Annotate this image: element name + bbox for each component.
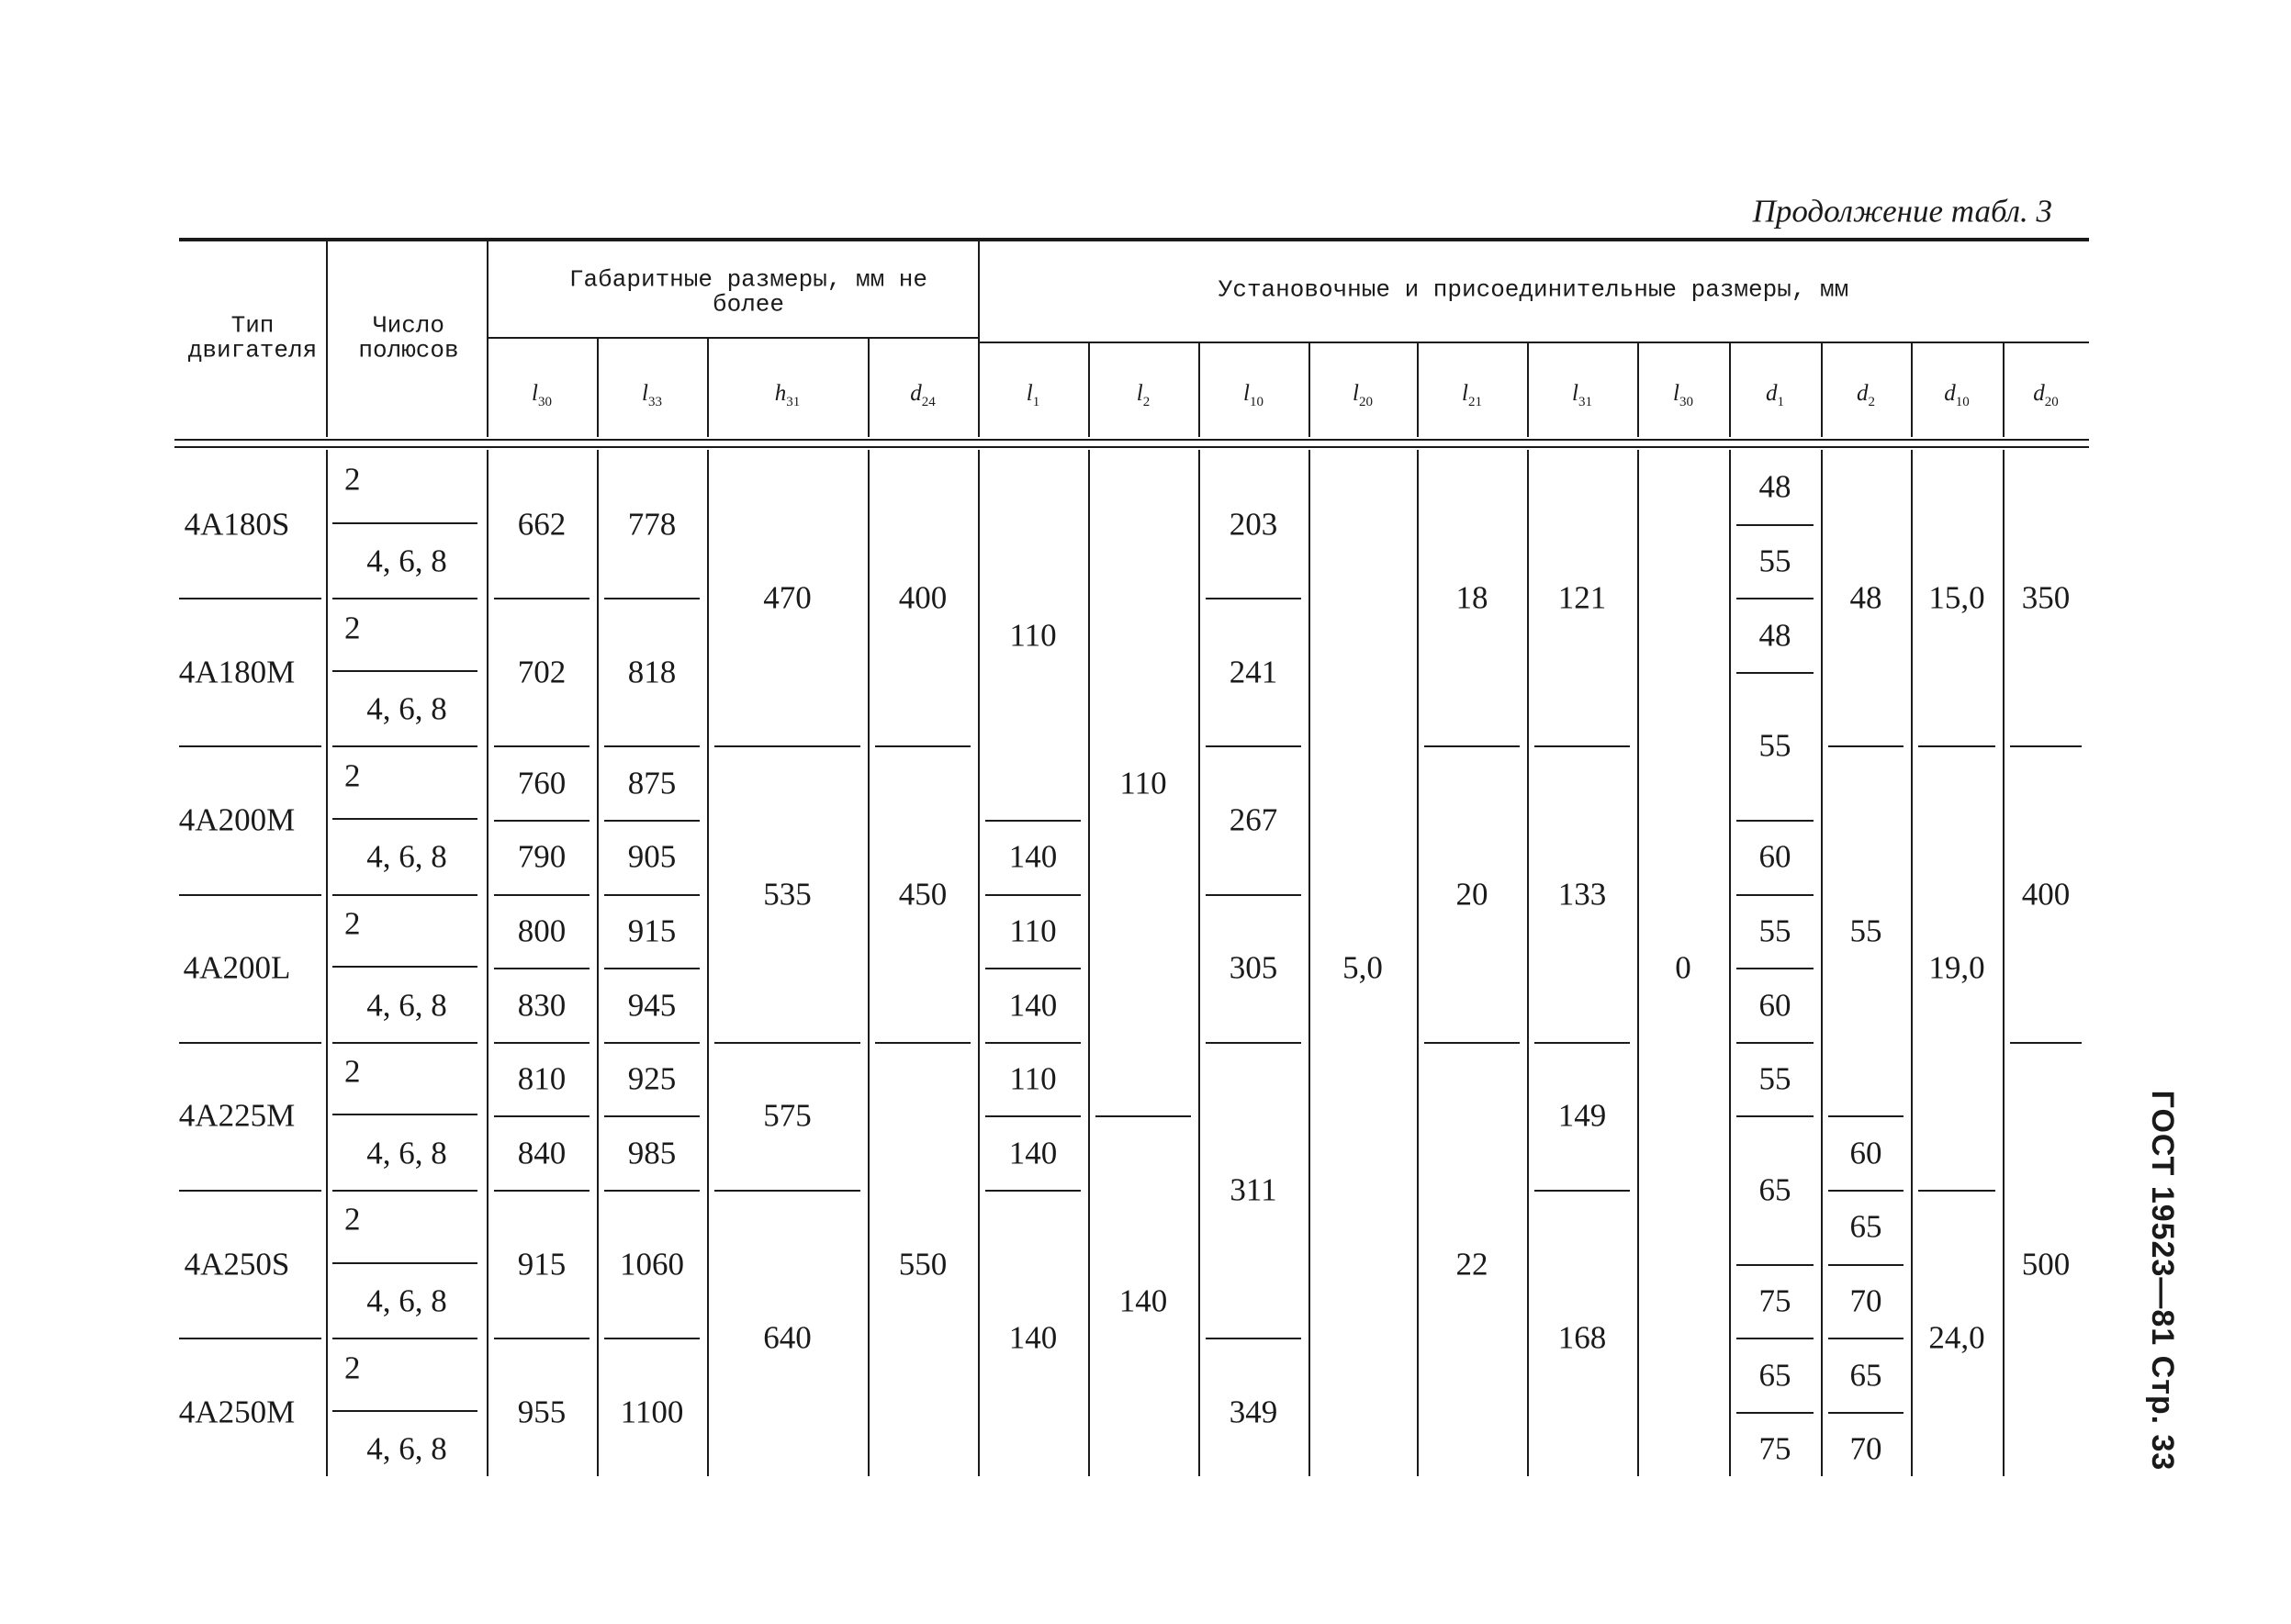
column-symbol-letter: l: [1243, 381, 1250, 406]
rule-line: [985, 968, 1081, 969]
l10-cell: 311: [1230, 1171, 1277, 1208]
rule-line: [1206, 1042, 1301, 1044]
column-rule: [978, 450, 980, 1476]
rule-line: [332, 745, 477, 747]
rule-line: [875, 1042, 971, 1044]
column-symbol-letter: l: [1572, 381, 1578, 406]
rule-line: [332, 598, 477, 599]
d10-cell: 24,0: [1928, 1319, 1985, 1356]
l30-cell: 800: [517, 913, 567, 949]
d2-cell: 55: [1849, 913, 1882, 949]
l30-cell: 915: [517, 1246, 567, 1282]
d2-cell: 70: [1849, 1430, 1882, 1467]
rule-line: [1828, 745, 1904, 747]
column-symbol: [1572, 382, 1592, 409]
l2-cell: 110: [1119, 765, 1167, 801]
column-rule: [487, 240, 489, 437]
rule-line: [1206, 598, 1301, 599]
column-rule: [597, 339, 599, 437]
rule-line: [604, 1042, 700, 1044]
rule-line: [875, 745, 971, 747]
column-rule: [487, 450, 489, 1476]
rule-line: [332, 1042, 477, 1044]
rule-line: [1534, 1042, 1630, 1044]
column-symbol-index: 20: [2044, 395, 2059, 409]
l33-cell: 985: [627, 1135, 677, 1171]
column-rule: [1198, 343, 1200, 437]
rule-line: [332, 966, 477, 968]
column-rule: [1729, 450, 1731, 1476]
poles-cell: 4, 6, 8: [366, 690, 447, 727]
l10-cell: 305: [1229, 949, 1278, 986]
rule-line: [604, 968, 700, 969]
column-symbol-index: 20: [1358, 395, 1373, 409]
rule-line: [487, 337, 978, 339]
column-rule: [1308, 343, 1310, 437]
column-symbol-index: 30: [537, 395, 552, 409]
d10-cell: 19,0: [1928, 949, 1985, 986]
poles-cell: 4, 6, 8: [366, 987, 447, 1023]
motor-type-cell: 4A200L: [183, 949, 291, 986]
motor-type-cell: 4A180S: [184, 506, 290, 543]
table-continuation-caption: Продолжение табл. 3: [1752, 193, 2052, 230]
motor-type-cell: 4A180M: [178, 654, 296, 690]
column-rule: [597, 450, 599, 1476]
rule-line: [1736, 672, 1814, 674]
rule-line: [332, 1338, 477, 1339]
column-symbol: [1944, 382, 1970, 409]
d1-cell: 75: [1758, 1282, 1791, 1319]
column-symbol-letter: l: [532, 381, 538, 406]
rule-line: [174, 439, 2089, 441]
rule-line: [1424, 1042, 1520, 1044]
rule-line: [978, 342, 2089, 343]
l21-cell: 20: [1455, 876, 1488, 913]
rule-line: [332, 818, 477, 820]
column-symbol-index: 1: [1032, 395, 1040, 409]
header-poles: Число полюсов: [358, 311, 459, 364]
column-symbol: [1243, 382, 1263, 409]
rule-line: [1736, 894, 1814, 896]
d24-cell: 450: [898, 876, 948, 913]
d1-cell: 48: [1758, 617, 1791, 653]
rule-line: [1918, 745, 1995, 747]
rule-line: [604, 745, 700, 747]
rule-line: [1736, 1264, 1814, 1266]
rule-line: [1736, 1412, 1814, 1414]
rule-line: [179, 894, 321, 896]
l10-cell: 267: [1229, 801, 1278, 838]
rule-line: [494, 894, 590, 896]
h31-cell: 575: [763, 1097, 812, 1134]
column-symbol-letter: d: [1857, 381, 1869, 406]
column-rule: [868, 339, 870, 437]
motor-type-cell: 4A225M: [178, 1097, 296, 1134]
column-symbol-letter: l: [642, 381, 648, 406]
column-symbol-letter: d: [2033, 381, 2045, 406]
column-rule: [1729, 343, 1731, 437]
l30-cell: 840: [517, 1135, 567, 1171]
rule-line: [179, 1042, 321, 1044]
h31-cell: 535: [763, 876, 812, 913]
rule-line: [1736, 820, 1814, 822]
d1-cell: 65: [1758, 1171, 1791, 1208]
rule-line: [985, 1042, 1081, 1044]
column-symbol-index: 10: [1955, 395, 1970, 409]
column-symbol-index: 21: [1467, 395, 1482, 409]
rule-line: [1095, 1115, 1191, 1117]
rule-line: [1828, 1190, 1904, 1192]
header-overall-dimensions: Габаритные размеры, мм не более: [568, 265, 928, 319]
column-rule: [1527, 343, 1529, 437]
column-rule: [1088, 450, 1090, 1476]
column-symbol-letter: l: [1353, 381, 1359, 406]
l30b-cell: 0: [1675, 949, 1691, 986]
rule-line: [1736, 968, 1814, 969]
column-symbol: [775, 382, 801, 409]
rule-line: [2010, 745, 2082, 747]
d2-cell: 60: [1849, 1135, 1882, 1171]
l30-cell: 702: [517, 654, 567, 690]
column-symbol-letter: l: [1136, 381, 1143, 406]
l33-cell: 1100: [620, 1394, 684, 1430]
poles-cell: 2: [344, 461, 361, 498]
d20-cell: 500: [2021, 1246, 2071, 1282]
d1-cell: 60: [1758, 838, 1791, 875]
l1-cell: 110: [1009, 617, 1057, 653]
l1-cell: 140: [1008, 838, 1058, 875]
poles-cell: 4, 6, 8: [366, 838, 447, 875]
rule-line: [332, 1262, 477, 1264]
rule-line: [1534, 745, 1630, 747]
rule-line: [332, 522, 477, 524]
column-symbol: [1027, 382, 1039, 409]
motor-type-cell: 4A250M: [178, 1394, 296, 1430]
column-rule: [1198, 450, 1200, 1476]
rule-line: [604, 1190, 700, 1192]
rule-line: [714, 1042, 860, 1044]
l30-cell: 830: [517, 987, 567, 1023]
header-motor-type: Тип двигателя: [187, 311, 318, 364]
rule-line: [985, 1115, 1081, 1117]
rule-line: [1828, 1338, 1904, 1339]
d20-cell: 400: [2021, 876, 2071, 913]
column-rule: [1821, 450, 1823, 1476]
l2-cell: 140: [1118, 1282, 1168, 1319]
rule-line: [179, 745, 321, 747]
rule-line: [332, 894, 477, 896]
column-rule: [2003, 343, 2005, 437]
column-rule: [1417, 343, 1419, 437]
rule-line: [1736, 598, 1814, 599]
rule-line: [494, 968, 590, 969]
column-symbol-letter: l: [1673, 381, 1679, 406]
rule-line: [174, 446, 2089, 448]
d1-cell: 55: [1758, 543, 1791, 579]
rule-line: [494, 598, 590, 599]
standard-page-label: ГОСТ 19523—81 Стр. 33: [2145, 1090, 2180, 1472]
l33-cell: 818: [627, 654, 677, 690]
poles-cell: 2: [344, 1350, 361, 1385]
l33-cell: 905: [627, 838, 677, 875]
l20-cell: 5,0: [1342, 949, 1383, 986]
column-symbol-letter: d: [910, 381, 922, 406]
l10-cell: 203: [1229, 506, 1278, 543]
column-symbol: [532, 382, 552, 409]
rule-line: [604, 598, 700, 599]
rule-line: [494, 1115, 590, 1117]
poles-cell: 2: [344, 1053, 361, 1090]
l31-cell: 133: [1557, 876, 1607, 913]
l1-cell: 110: [1009, 1060, 1057, 1097]
rule-line: [179, 1338, 321, 1339]
poles-cell: 2: [344, 1201, 361, 1238]
rule-line: [985, 894, 1081, 896]
column-symbol-index: 30: [1679, 395, 1693, 409]
l30-cell: 810: [517, 1060, 567, 1097]
l30-cell: 955: [517, 1394, 567, 1430]
rule-line: [604, 1338, 700, 1339]
column-symbol: [2033, 382, 2059, 409]
column-symbol: [910, 382, 936, 409]
column-rule: [868, 450, 870, 1476]
column-rule: [326, 240, 328, 437]
rule-line: [494, 1338, 590, 1339]
column-rule: [707, 339, 709, 437]
l10-cell: 241: [1229, 654, 1278, 690]
rule-line: [179, 238, 2089, 241]
poles-cell: 2: [344, 757, 361, 794]
rule-line: [1828, 1264, 1904, 1266]
l30-cell: 760: [517, 765, 567, 801]
rule-line: [1828, 1115, 1904, 1117]
column-symbol: [1857, 382, 1875, 409]
column-symbol-index: 33: [647, 395, 662, 409]
d2-cell: 48: [1849, 579, 1882, 616]
column-rule: [1637, 343, 1639, 437]
rule-line: [494, 1042, 590, 1044]
rule-line: [179, 1190, 321, 1192]
column-symbol: [1353, 382, 1373, 409]
rule-line: [332, 1410, 477, 1412]
rule-line: [714, 1190, 860, 1192]
column-symbol: [642, 382, 662, 409]
column-symbol-letter: l: [1026, 381, 1033, 406]
column-rule: [2003, 450, 2005, 1476]
l1-cell: 140: [1008, 1135, 1058, 1171]
rule-line: [1206, 1338, 1301, 1339]
column-symbol: [1673, 382, 1693, 409]
rule-line: [714, 745, 860, 747]
column-symbol-index: 1: [1777, 395, 1784, 409]
column-rule: [1088, 343, 1090, 437]
column-rule: [707, 450, 709, 1476]
rule-line: [1736, 1115, 1814, 1117]
l33-cell: 945: [627, 987, 677, 1023]
rule-line: [604, 894, 700, 896]
l21-cell: 22: [1455, 1246, 1488, 1282]
l33-cell: 925: [627, 1060, 677, 1097]
poles-cell: 4, 6, 8: [366, 1282, 447, 1319]
rule-line: [1828, 1412, 1904, 1414]
column-symbol-letter: d: [1766, 381, 1778, 406]
l30-cell: 662: [517, 506, 567, 543]
l1-cell: 110: [1009, 913, 1057, 949]
rule-line: [332, 1114, 477, 1115]
rule-line: [985, 1190, 1081, 1192]
rule-line: [1736, 1338, 1814, 1339]
rule-line: [1206, 894, 1301, 896]
column-rule: [978, 240, 980, 437]
rule-line: [494, 820, 590, 822]
rule-line: [2010, 1042, 2082, 1044]
rule-line: [1918, 1190, 1995, 1192]
l33-cell: 915: [627, 913, 677, 949]
column-symbol-index: 24: [921, 395, 936, 409]
d1-cell: 55: [1758, 727, 1791, 764]
column-rule: [1911, 450, 1913, 1476]
column-rule: [1637, 450, 1639, 1476]
rule-line: [332, 1190, 477, 1192]
column-rule: [1527, 450, 1529, 1476]
d20-cell: 350: [2021, 579, 2071, 616]
d2-cell: 65: [1849, 1357, 1882, 1393]
d2-cell: 65: [1849, 1208, 1882, 1245]
column-symbol-letter: l: [1462, 381, 1468, 406]
d1-cell: 75: [1758, 1430, 1791, 1467]
column-rule: [1308, 450, 1310, 1476]
poles-cell: 4, 6, 8: [366, 1135, 447, 1171]
d24-cell: 550: [898, 1246, 948, 1282]
column-symbol-index: 2: [1868, 395, 1875, 409]
l33-cell: 778: [627, 506, 677, 543]
poles-cell: 4, 6, 8: [366, 1430, 447, 1467]
h31-cell: 640: [763, 1319, 812, 1356]
rule-line: [604, 820, 700, 822]
rule-line: [1206, 745, 1301, 747]
column-rule: [1417, 450, 1419, 1476]
rule-line: [1534, 1190, 1630, 1192]
rule-line: [494, 745, 590, 747]
l33-cell: 875: [627, 765, 677, 801]
column-symbol-index: 31: [786, 395, 801, 409]
rule-line: [494, 1190, 590, 1192]
rule-line: [1736, 1042, 1814, 1044]
d1-cell: 55: [1758, 1060, 1791, 1097]
column-symbol-letter: h: [774, 381, 787, 406]
d24-cell: 400: [898, 579, 948, 616]
d2-cell: 70: [1849, 1282, 1882, 1319]
column-symbol: [1462, 382, 1482, 409]
l1-cell: 140: [1008, 1319, 1058, 1356]
l31-cell: 121: [1557, 579, 1607, 616]
column-symbol-letter: d: [1944, 381, 1956, 406]
rule-line: [1424, 745, 1520, 747]
rule-line: [985, 820, 1081, 822]
column-symbol: [1766, 382, 1784, 409]
d1-cell: 65: [1758, 1357, 1791, 1393]
l21-cell: 18: [1455, 579, 1488, 616]
column-rule: [326, 450, 328, 1476]
l33-cell: 1060: [620, 1246, 684, 1282]
column-symbol-index: 2: [1142, 395, 1151, 409]
poles-cell: 2: [344, 905, 361, 942]
rule-line: [179, 598, 321, 599]
column-rule: [1911, 343, 1913, 437]
l31-cell: 149: [1557, 1097, 1607, 1134]
d1-cell: 55: [1758, 913, 1791, 949]
l31-cell: 168: [1557, 1319, 1607, 1356]
column-symbol-index: 10: [1249, 395, 1263, 409]
rule-line: [604, 1115, 700, 1117]
column-rule: [1821, 343, 1823, 437]
header-install-dimensions: Установочные и присоединительные размеры, мм: [1218, 275, 1849, 304]
d10-cell: 15,0: [1928, 579, 1985, 616]
d1-cell: 48: [1758, 468, 1791, 505]
motor-type-cell: 4A250S: [184, 1246, 290, 1282]
poles-cell: 4, 6, 8: [366, 543, 447, 579]
l10-cell: 349: [1229, 1394, 1278, 1430]
rule-line: [1736, 524, 1814, 526]
l30-cell: 790: [517, 838, 567, 875]
rule-line: [332, 670, 477, 672]
h31-cell: 470: [763, 579, 812, 616]
poles-cell: 2: [344, 610, 361, 645]
d1-cell: 60: [1758, 987, 1791, 1023]
motor-type-cell: 4A200M: [178, 801, 296, 838]
l1-cell: 140: [1008, 987, 1058, 1023]
column-symbol: [1137, 382, 1150, 409]
column-symbol-index: 31: [1578, 395, 1592, 409]
